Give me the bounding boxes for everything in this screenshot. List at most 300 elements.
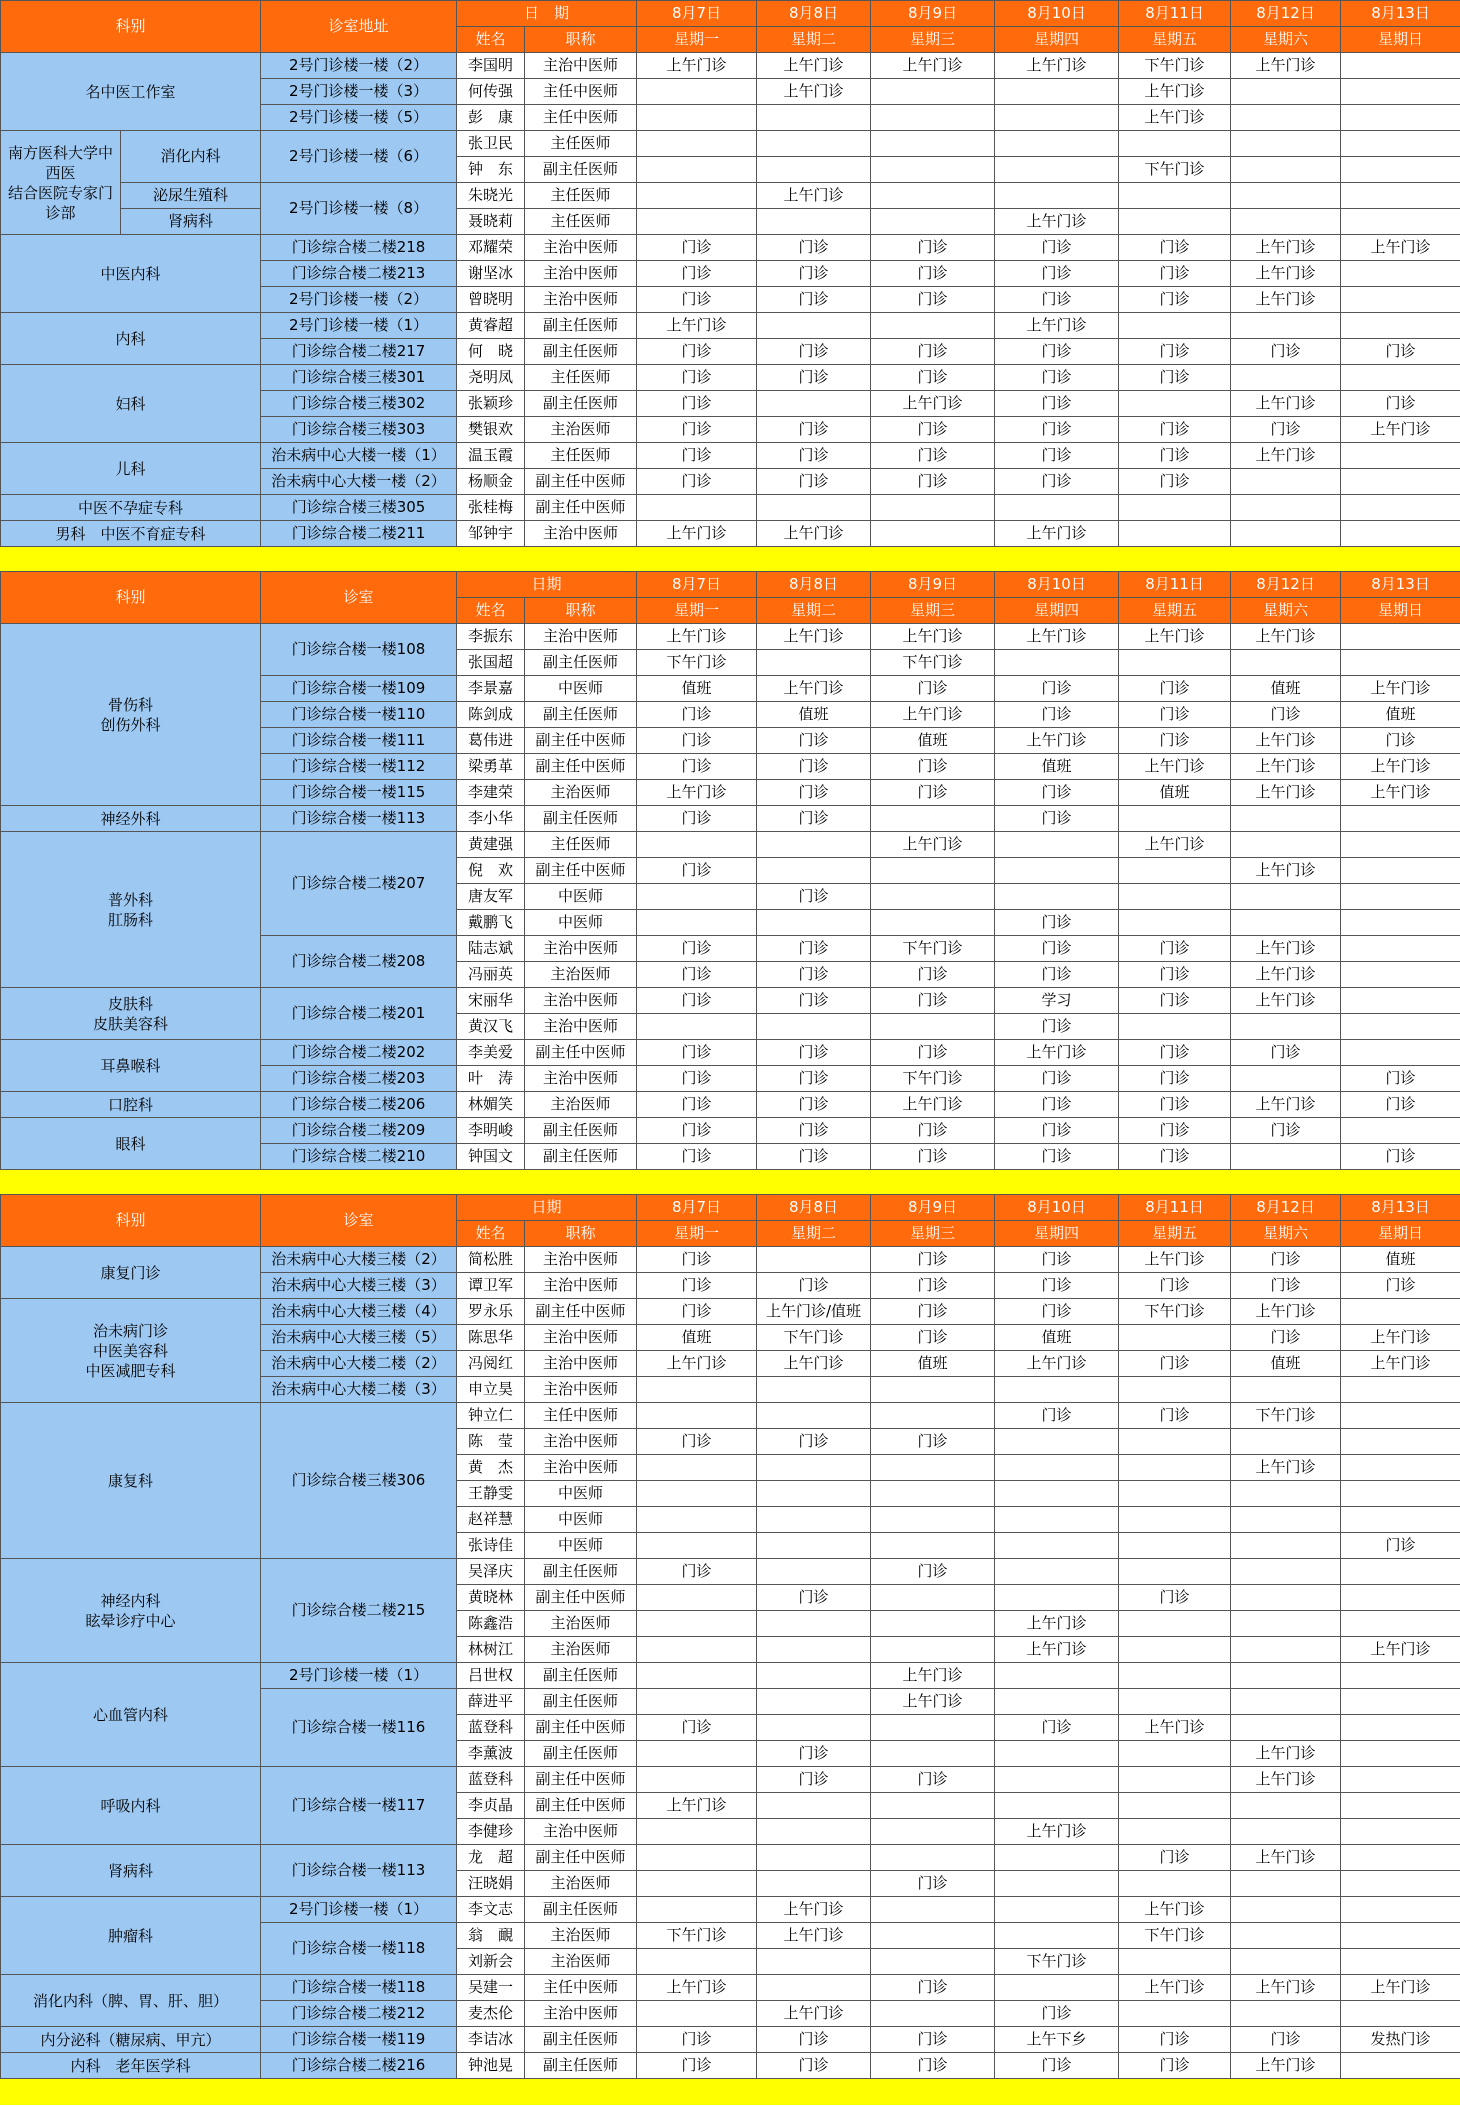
room-cell: 门诊综合楼一楼113 — [261, 806, 457, 832]
schedule-cell — [871, 79, 995, 105]
schedule-cell — [1119, 1689, 1231, 1715]
schedule-cell: 上午门诊 — [871, 53, 995, 79]
doctor-title: 主治中医师 — [525, 287, 637, 313]
room-cell: 门诊综合楼一楼118 — [261, 1975, 457, 2001]
schedule-cell — [1341, 650, 1460, 676]
schedule-cell — [1119, 1949, 1231, 1975]
schedule-cell — [1119, 1663, 1231, 1689]
schedule-cell — [637, 884, 757, 910]
schedule-cell: 门诊 — [757, 1066, 871, 1092]
schedule-cell — [1231, 1144, 1341, 1170]
schedule-cell: 上午门诊 — [1341, 754, 1460, 780]
schedule-cell: 上午门诊 — [995, 313, 1119, 339]
header-weekday-7: 星期日 — [1341, 27, 1460, 53]
schedule-cell: 门诊 — [637, 1299, 757, 1325]
schedule-cell: 门诊 — [637, 261, 757, 287]
table-row — [1, 1299, 1460, 1325]
dept-cell: 眼科 — [1, 1118, 261, 1170]
doctor-title: 主治中医师 — [525, 53, 637, 79]
doctor-title: 主治医师 — [525, 780, 637, 806]
schedule-cell: 值班 — [1119, 780, 1231, 806]
schedule-cell: 上午门诊 — [757, 676, 871, 702]
header-weekday-6: 星期六 — [1231, 598, 1341, 624]
schedule-cell — [995, 858, 1119, 884]
schedule-cell: 门诊 — [757, 962, 871, 988]
doctor-title: 主任中医师 — [525, 105, 637, 131]
doctor-title: 主治中医师 — [525, 1429, 637, 1455]
doctor-title: 副主任医师 — [525, 650, 637, 676]
schedule-cell: 门诊 — [995, 910, 1119, 936]
header-weekday-5: 星期五 — [1119, 598, 1231, 624]
schedule-cell: 门诊 — [1231, 1040, 1341, 1066]
header-title: 职称 — [525, 1221, 637, 1247]
schedule-cell: 门诊 — [871, 339, 995, 365]
schedule-cell — [757, 1377, 871, 1403]
schedule-cell — [871, 1611, 995, 1637]
doctor-name: 陈 莹 — [457, 1429, 525, 1455]
doctor-title: 主任医师 — [525, 832, 637, 858]
schedule-cell — [637, 1455, 757, 1481]
table-row — [1, 1897, 1460, 1923]
schedule-cell — [995, 79, 1119, 105]
schedule-cell: 上午门诊 — [1119, 1897, 1231, 1923]
schedule-cell — [637, 1533, 757, 1559]
schedule-cell: 门诊 — [1119, 261, 1231, 287]
schedule-cell: 门诊 — [1231, 2027, 1341, 2053]
doctor-name: 冯丽英 — [457, 962, 525, 988]
header-date-3: 8月9日 — [871, 572, 995, 598]
doctor-title: 主治医师 — [525, 1611, 637, 1637]
schedule-cell — [637, 1014, 757, 1040]
schedule-cell: 门诊 — [995, 469, 1119, 495]
schedule-cell — [757, 1871, 871, 1897]
schedule-cell: 上午门诊 — [995, 53, 1119, 79]
doctor-title: 主治中医师 — [525, 261, 637, 287]
schedule-cell — [1341, 183, 1460, 209]
schedule-cell — [871, 313, 995, 339]
doctor-name: 陈思华 — [457, 1325, 525, 1351]
schedule-cell: 上午门诊 — [995, 1819, 1119, 1845]
schedule-cell — [1119, 1741, 1231, 1767]
schedule-cell — [637, 1767, 757, 1793]
schedule-cell: 门诊 — [1119, 235, 1231, 261]
doctor-title: 主治中医师 — [525, 235, 637, 261]
schedule-cell: 上午门诊 — [757, 1351, 871, 1377]
schedule-cell: 门诊 — [757, 1118, 871, 1144]
schedule-cell: 上午门诊 — [757, 79, 871, 105]
schedule-cell: 门诊 — [637, 2027, 757, 2053]
header-weekday-5: 星期五 — [1119, 1221, 1231, 1247]
doctor-name: 张颖珍 — [457, 391, 525, 417]
schedule-cell: 门诊 — [1119, 936, 1231, 962]
schedule-cell — [757, 1014, 871, 1040]
subdept-cell: 泌尿生殖科 — [121, 183, 261, 209]
schedule-cell: 门诊 — [871, 1559, 995, 1585]
schedule-cell — [1341, 313, 1460, 339]
doctor-title: 主治中医师 — [525, 1377, 637, 1403]
schedule-cell: 上午门诊 — [1231, 1975, 1341, 2001]
schedule-cell — [871, 209, 995, 235]
schedule-cell: 上午门诊 — [1231, 754, 1341, 780]
schedule-cell: 值班 — [1231, 676, 1341, 702]
schedule-cell: 值班 — [1231, 1351, 1341, 1377]
schedule-cell — [757, 1715, 871, 1741]
schedule-cell: 上午门诊 — [757, 2001, 871, 2027]
room-cell: 门诊综合楼一楼110 — [261, 702, 457, 728]
schedule-cell: 下午门诊 — [1119, 53, 1231, 79]
schedule-cell: 门诊 — [995, 780, 1119, 806]
schedule-cell: 上午门诊 — [1231, 443, 1341, 469]
header-date-4: 8月10日 — [995, 1195, 1119, 1221]
schedule-cell — [995, 1975, 1119, 2001]
doctor-name: 翁 靦 — [457, 1923, 525, 1949]
table-row — [1, 443, 1460, 469]
doctor-name: 杨顺金 — [457, 469, 525, 495]
schedule-cell — [1231, 806, 1341, 832]
doctor-title: 副主任医师 — [525, 806, 637, 832]
schedule-cell — [1341, 365, 1460, 391]
schedule-cell: 门诊 — [637, 1715, 757, 1741]
schedule-cell — [995, 1923, 1119, 1949]
schedule-cell: 上午门诊 — [637, 313, 757, 339]
doctor-name: 陈鑫浩 — [457, 1611, 525, 1637]
schedule-cell — [1341, 1377, 1460, 1403]
schedule-cell: 门诊 — [637, 962, 757, 988]
doctor-title: 副主任中医师 — [525, 754, 637, 780]
schedule-cell: 门诊 — [995, 391, 1119, 417]
schedule-cell — [995, 1871, 1119, 1897]
table-row — [1, 1040, 1460, 1066]
schedule-cell — [637, 1819, 757, 1845]
schedule-cell: 门诊 — [871, 1144, 995, 1170]
header-date: 日期 — [457, 572, 637, 598]
doctor-name: 张诗佳 — [457, 1533, 525, 1559]
schedule-cell — [871, 1481, 995, 1507]
schedule-cell — [637, 2001, 757, 2027]
schedule-cell: 下午门诊 — [995, 1949, 1119, 1975]
doctor-name: 赵祥慧 — [457, 1507, 525, 1533]
schedule-cell — [757, 910, 871, 936]
dept-cell: 皮肤科 皮肤美容科 — [1, 988, 261, 1040]
room-cell: 2号门诊楼一楼（3） — [261, 79, 457, 105]
schedule-cell — [995, 1897, 1119, 1923]
doctor-title: 副主任中医师 — [525, 469, 637, 495]
schedule-cell — [1341, 53, 1460, 79]
schedule-cell — [871, 1923, 995, 1949]
table-row — [1, 131, 1460, 157]
header-date-3: 8月9日 — [871, 1195, 995, 1221]
doctor-name: 李振东 — [457, 624, 525, 650]
doctor-name: 黄 杰 — [457, 1455, 525, 1481]
schedule-cell: 门诊 — [637, 1559, 757, 1585]
schedule-cell — [995, 1429, 1119, 1455]
schedule-cell: 门诊 — [995, 443, 1119, 469]
doctor-name: 刘新会 — [457, 1949, 525, 1975]
doctor-title: 主治中医师 — [525, 1014, 637, 1040]
room-cell: 2号门诊楼一楼（1） — [261, 1897, 457, 1923]
schedule-cell — [1119, 313, 1231, 339]
doctor-title: 主治中医师 — [525, 624, 637, 650]
schedule-cell — [1231, 1429, 1341, 1455]
schedule-cell — [637, 1663, 757, 1689]
doctor-name: 林媚笑 — [457, 1092, 525, 1118]
schedule-cell — [1119, 1507, 1231, 1533]
schedule-cell — [995, 1741, 1119, 1767]
schedule-cell — [1341, 858, 1460, 884]
schedule-cell: 上午门诊 — [1231, 988, 1341, 1014]
doctor-name: 麦杰伦 — [457, 2001, 525, 2027]
schedule-cell — [1341, 832, 1460, 858]
schedule-cell — [1341, 1585, 1460, 1611]
dept-cell: 消化内科（脾、胃、肝、胆） — [1, 1975, 261, 2027]
schedule-cell: 门诊 — [871, 1871, 995, 1897]
doctor-name: 彭 康 — [457, 105, 525, 131]
schedule-cell — [871, 2001, 995, 2027]
schedule-cell — [995, 1559, 1119, 1585]
schedule-cell — [1341, 910, 1460, 936]
schedule-cell: 下午门诊 — [871, 936, 995, 962]
schedule-cell — [1119, 1559, 1231, 1585]
schedule-cell: 门诊 — [995, 287, 1119, 313]
schedule-cell — [995, 1377, 1119, 1403]
doctor-name: 叶 涛 — [457, 1066, 525, 1092]
schedule-section-1 — [0, 0, 1460, 547]
schedule-cell: 门诊 — [995, 1403, 1119, 1429]
schedule-cell — [871, 806, 995, 832]
schedule-cell: 上午门诊 — [871, 624, 995, 650]
schedule-cell: 门诊 — [757, 2027, 871, 2053]
schedule-cell — [757, 1611, 871, 1637]
dept-cell: 神经外科 — [1, 806, 261, 832]
schedule-cell: 上午门诊 — [995, 1611, 1119, 1637]
bottom-separator — [0, 2079, 1460, 2105]
schedule-cell — [1231, 1819, 1341, 1845]
schedule-cell: 上午门诊 — [757, 521, 871, 547]
dept-cell: 中医不孕症专科 — [1, 495, 261, 521]
schedule-cell — [1119, 1377, 1231, 1403]
schedule-cell: 门诊 — [637, 1040, 757, 1066]
header-dept: 科别 — [1, 1, 261, 53]
schedule-cell: 门诊 — [637, 443, 757, 469]
schedule-cell: 门诊 — [871, 1325, 995, 1351]
header-date-7: 8月13日 — [1341, 1, 1460, 27]
header-date: 日 期 — [457, 1, 637, 27]
schedule-cell — [757, 1247, 871, 1273]
schedule-cell: 门诊 — [995, 806, 1119, 832]
header-dept: 科别 — [1, 572, 261, 624]
schedule-cell: 门诊 — [871, 287, 995, 313]
doctor-name: 李建荣 — [457, 780, 525, 806]
schedule-cell: 门诊 — [871, 1429, 995, 1455]
dept-cell: 心血管内科 — [1, 1663, 261, 1767]
schedule-cell: 门诊 — [995, 1092, 1119, 1118]
room-cell: 门诊综合楼二楼206 — [261, 1092, 457, 1118]
schedule-cell — [1341, 209, 1460, 235]
dept-cell: 呼吸内科 — [1, 1767, 261, 1845]
schedule-cell: 发热门诊 — [1341, 2027, 1460, 2053]
schedule-cell: 上午门诊 — [757, 183, 871, 209]
room-cell: 门诊综合楼二楼210 — [261, 1144, 457, 1170]
room-cell: 门诊综合楼二楼217 — [261, 339, 457, 365]
header-date-6: 8月12日 — [1231, 572, 1341, 598]
doctor-name: 钟 东 — [457, 157, 525, 183]
dept-cell: 肿瘤科 — [1, 1897, 261, 1975]
schedule-cell: 门诊 — [871, 1975, 995, 2001]
header-date-2: 8月8日 — [757, 1, 871, 27]
room-cell: 门诊综合楼二楼208 — [261, 936, 457, 988]
schedule-cell: 门诊 — [1119, 962, 1231, 988]
schedule-cell — [637, 1637, 757, 1663]
schedule-cell: 上午门诊 — [1119, 1247, 1231, 1273]
doctor-title: 主任中医师 — [525, 1975, 637, 2001]
doctor-name: 李明峻 — [457, 1118, 525, 1144]
schedule-cell: 上午门诊 — [1119, 105, 1231, 131]
schedule-cell — [1341, 131, 1460, 157]
doctor-title: 副主任医师 — [525, 1663, 637, 1689]
room-cell: 门诊综合楼一楼108 — [261, 624, 457, 676]
schedule-cell — [1119, 1325, 1231, 1351]
doctor-title: 副主任医师 — [525, 702, 637, 728]
room-cell: 2号门诊楼一楼（2） — [261, 53, 457, 79]
schedule-cell — [1119, 495, 1231, 521]
schedule-cell: 门诊 — [637, 287, 757, 313]
table-row — [1, 521, 1460, 547]
room-cell: 治未病中心大楼三楼（4） — [261, 1299, 457, 1325]
room-cell: 门诊综合楼二楼215 — [261, 1559, 457, 1663]
doctor-name: 林树江 — [457, 1637, 525, 1663]
room-cell: 门诊综合楼二楼203 — [261, 1066, 457, 1092]
schedule-cell: 上午下乡 — [995, 2027, 1119, 2053]
schedule-cell: 上午门诊 — [871, 1689, 995, 1715]
schedule-cell — [871, 1637, 995, 1663]
schedule-cell — [995, 1455, 1119, 1481]
header-weekday-5: 星期五 — [1119, 27, 1231, 53]
room-cell: 治未病中心大楼一楼（1） — [261, 443, 457, 469]
header-date-5: 8月11日 — [1119, 572, 1231, 598]
schedule-cell — [1341, 1767, 1460, 1793]
schedule-cell — [757, 1663, 871, 1689]
schedule-cell — [637, 1377, 757, 1403]
schedule-cell — [1119, 1455, 1231, 1481]
schedule-cell: 值班 — [637, 676, 757, 702]
header-weekday-4: 星期四 — [995, 598, 1119, 624]
schedule-cell — [995, 157, 1119, 183]
schedule-cell — [995, 884, 1119, 910]
schedule-cell — [757, 650, 871, 676]
header-weekday-7: 星期日 — [1341, 1221, 1460, 1247]
dept-cell: 普外科 肛肠科 — [1, 832, 261, 988]
schedule-cell: 上午门诊 — [995, 1637, 1119, 1663]
schedule-cell — [1341, 157, 1460, 183]
dept-cell: 内分泌科（糖尿病、甲亢） — [1, 2027, 261, 2053]
schedule-cell: 门诊 — [757, 1585, 871, 1611]
table-row — [1, 1767, 1460, 1793]
schedule-cell: 门诊 — [1119, 1118, 1231, 1144]
schedule-cell — [757, 832, 871, 858]
schedule-cell — [1231, 2001, 1341, 2027]
schedule-cell: 上午门诊 — [1231, 287, 1341, 313]
schedule-cell: 上午门诊 — [995, 1351, 1119, 1377]
schedule-cell — [995, 1533, 1119, 1559]
schedule-cell: 门诊 — [1341, 339, 1460, 365]
schedule-cell: 门诊 — [1119, 1273, 1231, 1299]
doctor-name: 李景嘉 — [457, 676, 525, 702]
schedule-cell: 门诊 — [871, 365, 995, 391]
schedule-cell — [1231, 157, 1341, 183]
header-dept: 科别 — [1, 1195, 261, 1247]
schedule-cell: 门诊 — [757, 469, 871, 495]
schedule-cell — [995, 1767, 1119, 1793]
schedule-cell: 门诊 — [1231, 1325, 1341, 1351]
schedule-cell: 门诊 — [1119, 287, 1231, 313]
room-cell: 2号门诊楼一楼（8） — [261, 183, 457, 235]
schedule-cell: 门诊 — [1119, 1092, 1231, 1118]
header-date-2: 8月8日 — [757, 572, 871, 598]
schedule-cell — [1341, 1040, 1460, 1066]
schedule-cell: 门诊 — [757, 417, 871, 443]
header-date: 日期 — [457, 1195, 637, 1221]
doctor-title: 副主任医师 — [525, 391, 637, 417]
schedule-cell — [1341, 884, 1460, 910]
schedule-cell — [1231, 1585, 1341, 1611]
schedule-cell: 门诊 — [1119, 1040, 1231, 1066]
schedule-cell: 上午门诊 — [1231, 1845, 1341, 1871]
schedule-cell: 门诊 — [871, 1299, 995, 1325]
schedule-cell: 上午门诊 — [1341, 235, 1460, 261]
schedule-cell: 值班 — [871, 1351, 995, 1377]
schedule-cell — [1119, 183, 1231, 209]
room-cell: 门诊综合楼二楼212 — [261, 2001, 457, 2027]
doctor-title: 主治中医师 — [525, 1066, 637, 1092]
schedule-cell — [1341, 2001, 1460, 2027]
schedule-cell — [757, 1507, 871, 1533]
schedule-cell: 门诊 — [757, 1741, 871, 1767]
schedule-cell: 门诊 — [1231, 417, 1341, 443]
doctor-title: 中医师 — [525, 1481, 637, 1507]
schedule-cell: 门诊 — [757, 1273, 871, 1299]
schedule-cell: 上午门诊 — [995, 521, 1119, 547]
schedule-cell — [1341, 1611, 1460, 1637]
room-cell: 治未病中心大楼二楼（2） — [261, 1351, 457, 1377]
doctor-title: 副主任医师 — [525, 1897, 637, 1923]
room-cell: 门诊综合楼三楼301 — [261, 365, 457, 391]
schedule-cell: 上午门诊 — [1341, 1975, 1460, 2001]
doctor-title: 主治中医师 — [525, 936, 637, 962]
schedule-cell — [1341, 1715, 1460, 1741]
schedule-cell — [871, 1507, 995, 1533]
schedule-cell: 门诊 — [1231, 702, 1341, 728]
dept-cell: 南方医科大学中西医 结合医院专家门诊部 — [1, 131, 121, 235]
schedule-cell: 门诊 — [995, 1144, 1119, 1170]
schedule-cell: 门诊 — [871, 962, 995, 988]
schedule-cell — [1341, 1949, 1460, 1975]
schedule-section-3 — [0, 1194, 1460, 2079]
doctor-title: 主治中医师 — [525, 1455, 637, 1481]
schedule-cell — [1231, 1923, 1341, 1949]
schedule-cell — [1231, 1481, 1341, 1507]
header-weekday-1: 星期一 — [637, 598, 757, 624]
schedule-cell: 门诊 — [1341, 1533, 1460, 1559]
schedule-cell — [637, 495, 757, 521]
table-row — [1, 988, 1460, 1014]
doctor-name: 曾晓明 — [457, 287, 525, 313]
schedule-cell — [1341, 1819, 1460, 1845]
schedule-cell — [1341, 1481, 1460, 1507]
header-date-5: 8月11日 — [1119, 1195, 1231, 1221]
schedule-cell — [757, 209, 871, 235]
doctor-title: 主治中医师 — [525, 1273, 637, 1299]
schedule-cell: 门诊 — [637, 728, 757, 754]
